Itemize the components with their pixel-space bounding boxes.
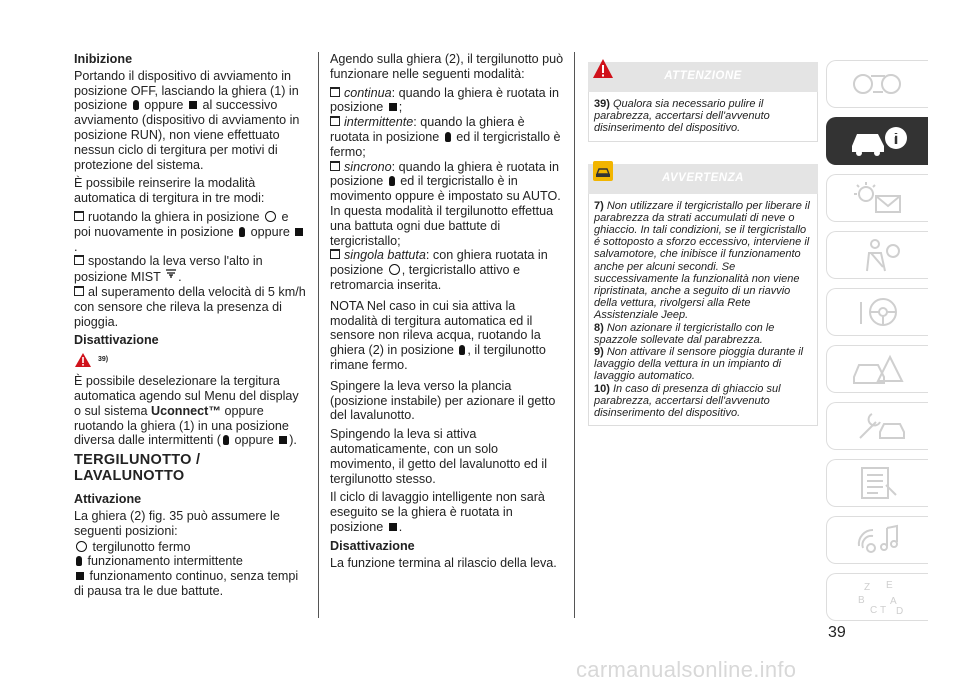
tab-maintenance[interactable]: [826, 402, 928, 450]
bullet-icon: [330, 161, 340, 171]
tab-index[interactable]: [826, 573, 928, 621]
car-dashboard-icon: [851, 66, 905, 102]
seatbelt-airbag-icon: [853, 237, 903, 273]
avvertenza-title: AVVERTENZA: [662, 171, 744, 184]
note-item: 9) Non attivare il sensore pioggia durante il lavaggio della vettura in un impianto di lavaggio automatico.: [594, 346, 804, 383]
position-item: funzionamento intermittente: [74, 554, 306, 569]
tab-technical-data[interactable]: [826, 459, 928, 507]
column-1: [74, 52, 306, 599]
square-symbol-icon: [189, 101, 197, 109]
heading-disattivazione: Disattivazione: [74, 333, 159, 348]
attenzione-box: [588, 62, 818, 142]
bullet-icon: [74, 211, 84, 221]
section-title: TERGILUNOTTO / LAVALUNOTTO: [74, 452, 201, 485]
square-symbol-icon: [279, 436, 287, 444]
tab-dashboard[interactable]: [826, 60, 928, 108]
tab-driving[interactable]: [826, 288, 928, 336]
svg-text:E: E: [885, 580, 893, 591]
tab-multimedia[interactable]: [826, 516, 928, 564]
svg-text:A: A: [889, 596, 897, 607]
note-item: 8) Non azionare il tergicristallo con le spazzole sollevate dal parabrezza.: [594, 321, 775, 346]
lights-mail-icon: [850, 180, 906, 216]
paragraph-ciclo: Il ciclo di lavaggio intelligente non sarà eseguito se la ghiera è ruotata in posizione .: [330, 490, 545, 534]
brand-uconnect: Uconnect™: [151, 403, 221, 418]
car-warning-icon: [850, 351, 906, 387]
column-3: [588, 62, 818, 426]
avvertenza-header: [588, 164, 818, 194]
drop-symbol-icon: [133, 100, 139, 110]
drop-symbol-icon: [76, 556, 82, 566]
car-info-icon: [848, 124, 908, 158]
note-item: 10) In caso di presenza di ghiaccio sul parabrezza, accertarsi dell'avvenuto disinserimento del dispositivo.: [594, 382, 781, 420]
tab-lights[interactable]: [826, 174, 928, 222]
svg-text:C: C: [869, 605, 877, 616]
square-symbol-icon: [295, 228, 303, 236]
warning-reference: [74, 352, 306, 368]
paragraph-termina: La funzione termina al rilascio della leva.: [330, 555, 557, 570]
position-item: funzionamento continuo, senza tempi di pausa tra le due battute.: [74, 569, 299, 598]
note-item: 7) Non utilizzare il tergicristallo per liberare il parabrezza da strati accumulati di neve o ghiaccio. In tali condizioni, se il tergicristallo é sottoposto a sforzo eccessivo, interviene il salvamotore, che inibisce il funzionamento anche per alcuni secondi. Se successivamente la funzionalità non viene ripristinata, anche a seguito di un riavvio della vettura, rivolgersi alla Rete Assistenziale Jeep.: [594, 199, 810, 322]
chapter-tabs: [826, 60, 928, 630]
square-symbol-icon: [76, 572, 84, 580]
avvertenza-body: [588, 194, 818, 427]
bullet-icon: [74, 286, 84, 296]
drop-symbol-icon: [389, 176, 395, 186]
heading-attivazione: Attivazione: [74, 492, 142, 507]
bullet-icon: [330, 87, 340, 97]
page-number: 39: [828, 624, 846, 641]
bullet-icon: [330, 249, 340, 259]
column-2: [330, 52, 565, 574]
paragraph-deselezionare: È possibile deselezionare la tergitura automatica agendo sul Menu del display o sul sistema Uconnect™ oppure ruotando la ghiera (1) in una posizione diversa dalle intermittenti ( oppure ).: [74, 374, 299, 448]
bullet-icon: [330, 116, 340, 126]
wrench-car-icon: [850, 408, 906, 444]
warning-triangle-icon: [74, 352, 92, 368]
drop-symbol-icon: [223, 435, 229, 445]
drop-symbol-icon: [445, 132, 451, 142]
circle-symbol-icon: [265, 211, 276, 222]
maintenance-list-icon: [856, 465, 900, 501]
drop-symbol-icon: [459, 345, 465, 355]
tab-car-info[interactable]: [826, 117, 928, 165]
column-divider: [574, 52, 575, 618]
square-symbol-icon: [389, 103, 397, 111]
paragraph-spingendo: Spingendo la leva si attiva automaticamente, con un solo movimento, il getto del lavalunotto ed il tergilunotto stesso.: [330, 427, 548, 486]
attenzione-title: ATTENZIONE: [664, 70, 742, 82]
bullet-icon: [74, 255, 84, 265]
svg-text:B: B: [857, 595, 865, 606]
attenzione-header: [588, 62, 818, 92]
paragraph-inibizione: Portando il dispositivo di avviamento in posizione OFF, lasciando la ghiera (1) in posizione oppure al successivo avviamento (dispositivo di avviamento in posizione RUN), non viene effettuato nessun ciclo di tergitura per motivi di protezione del sistema.: [74, 68, 300, 172]
steering-wheel-icon: [853, 294, 903, 330]
heading-inibizione: Inibizione: [74, 52, 133, 66]
heading-disattivazione: Disattivazione: [330, 538, 415, 553]
bullet-item: spostando la leva verso l'alto in posizione MIST .: [74, 254, 263, 285]
paragraph-posizioni: La ghiera (2) fig. 35 può assumere le seguenti posizioni:: [74, 508, 280, 538]
bullet-item: ruotando la ghiera in posizione e poi nuovamente in posizione oppure .: [74, 210, 306, 254]
tab-emergency[interactable]: [826, 345, 928, 393]
paragraph-modalita: Agendo sulla ghiera (2), il tergilunotto può funzionare nelle seguenti modalità:: [330, 52, 564, 81]
circle-symbol-icon: [76, 541, 87, 552]
circle-symbol-icon: [389, 264, 400, 275]
avvertenza-box: [588, 164, 818, 427]
position-item: tergilunotto fermo: [74, 540, 306, 555]
mist-symbol-icon: [165, 269, 177, 285]
watermark: carmanualsonline.info: [576, 657, 797, 682]
square-symbol-icon: [389, 523, 397, 531]
column-divider: [318, 52, 319, 618]
paragraph-nota: NOTA Nel caso in cui sia attiva la modalità di tergitura automatica ed il sensore non rileva acqua, ruotando la ghiera (2) in posizione , il tergilunotto rimane fermo.: [330, 298, 546, 372]
bullet-item: al superamento della velocità di 5 km/h con sensore che rileva la presenza di pioggia.: [74, 284, 306, 329]
bullet-item: continua: quando la ghiera è ruotata in posizione ;: [330, 85, 559, 115]
paragraph-spingere: Spingere la leva verso la plancia (posizione instabile) per azionare il getto del lavalunotto.: [330, 378, 556, 423]
svg-text:T: T: [879, 605, 886, 616]
drop-symbol-icon: [239, 227, 245, 237]
paragraph-reinserire: È possibile reinserire la modalità automatica di tergitura in tre modi:: [74, 176, 265, 206]
svg-text:D: D: [895, 606, 903, 616]
svg-text:Z: Z: [863, 582, 870, 593]
tab-safety[interactable]: [826, 231, 928, 279]
bullet-item: sincrono: quando la ghiera è ruotata in posizione ed il tergicristallo è in movimento oppure è impostato su AUTO. In questa modalità il tergilunotto effettua una battuta ogni due battute di tergicristallo;: [330, 159, 561, 248]
attenzione-body: 39) Qualora sia necessario pulire il parabrezza, accertarsi dell'avvenuto disinserimento del dispositivo.: [588, 92, 818, 142]
multimedia-icon: [853, 522, 903, 558]
bullet-item: intermittente: quando la ghiera è ruotata in posizione ed il tergicristallo è fermo;: [330, 115, 561, 159]
alphabetical-index-icon: [850, 578, 906, 616]
bullet-item: singola battuta: con ghiera ruotata in posizione , tergicristallo attivo e retromarcia inserita.: [330, 248, 548, 292]
reference-number: 39): [98, 355, 109, 363]
